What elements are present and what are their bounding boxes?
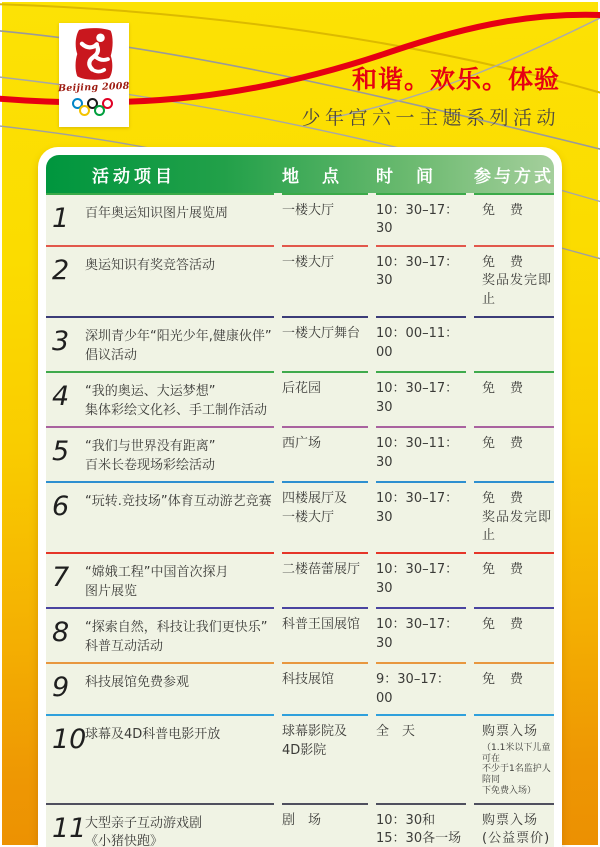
row-number: 9 — [52, 672, 70, 704]
olympic-rings-icon — [70, 97, 118, 119]
col-header-participation: 参与方式 — [474, 166, 554, 187]
time: 9：30–17：00 — [376, 662, 466, 714]
table-row — [46, 193, 554, 245]
activity-name: 球幕及4D科普电影开放 — [85, 727, 221, 743]
participation: 免 费 — [482, 436, 525, 452]
activity-name: “玩转.竞技场”体育互动游艺竞赛 — [85, 494, 272, 510]
table-row — [46, 371, 554, 426]
table-row — [46, 803, 554, 847]
location: 球幕影院及 4D影院 — [282, 714, 368, 802]
location: 二楼蓓蕾展厅 — [282, 552, 368, 607]
title-block — [301, 60, 560, 130]
participation-note: （1.1米以下儿童可在 不少于1名监护人陪同 下免费入场） — [482, 742, 551, 796]
col-header-activity: 活动项目 — [92, 166, 176, 187]
activity-name: 百年奥运知识图片展览周 — [85, 206, 229, 221]
poster-title: 和谐。欢乐。体验 — [351, 65, 560, 94]
time: 10：30–17：30 — [376, 193, 466, 245]
participation: 免 费 奖品发完即止 — [482, 491, 553, 543]
activity-name: 奥运知识有奖竞答活动 — [85, 258, 216, 273]
activity-name: 深圳青少年“阳光少年,健康伙伴” 倡议活动 — [85, 329, 272, 363]
col-header-time: 时 间 — [376, 166, 436, 187]
table-row — [46, 607, 554, 662]
table-row — [46, 481, 554, 552]
table-row — [46, 552, 554, 607]
dancing-beijing-seal-icon — [73, 28, 115, 80]
row-number: 3 — [52, 326, 70, 358]
location: 西广场 — [282, 426, 368, 481]
row-number: 6 — [52, 491, 70, 523]
time: 10：30–11：30 — [376, 426, 466, 481]
location: 后花园 — [282, 371, 368, 426]
participation: 免 费 — [482, 381, 525, 397]
time: 10：30–17：30 — [376, 245, 466, 316]
participation: 免 费 — [482, 562, 525, 578]
time: 10：30–17：30 — [376, 371, 466, 426]
participation: 免 费 — [482, 672, 525, 688]
table-header-row — [46, 155, 554, 193]
row-number: 7 — [52, 562, 70, 594]
activity-name: 科技展馆免费参观 — [85, 675, 190, 691]
activity-name: “我们与世界没有距离” 百米长卷现场彩绘活动 — [85, 439, 216, 473]
participation: 免 费 奖品发完即止 — [482, 255, 553, 307]
row-number: 11 — [52, 812, 87, 844]
row-number: 1 — [52, 203, 70, 234]
time: 10：00–11：00 — [376, 316, 466, 371]
table-row — [46, 316, 554, 371]
beijing-2008-logo — [59, 23, 129, 127]
poster-subtitle: 少年宫六一主题系列活动 — [301, 107, 560, 129]
row-number: 4 — [52, 381, 70, 413]
beijing-2008-wordmark: Beijing 2008 — [58, 80, 130, 95]
location: 一楼大厅 — [282, 193, 368, 245]
activity-name: 大型亲子互动游戏剧 《小猪快跑》 — [85, 815, 203, 847]
col-header-location: 地 点 — [282, 166, 342, 187]
participation: 免 费 — [482, 617, 525, 633]
location: 一楼大厅 — [282, 245, 368, 316]
table-row — [46, 245, 554, 316]
time: 全 天 — [376, 714, 466, 802]
time: 10：30和 15：30各一场 — [376, 803, 466, 847]
table-row — [46, 426, 554, 481]
time: 10：30–17：30 — [376, 481, 466, 552]
time: 10：30–17：30 — [376, 552, 466, 607]
participation: 免 费 — [482, 203, 525, 218]
location: 科普王国展馆 — [282, 607, 368, 662]
activity-table-body — [46, 193, 554, 847]
row-number: 10 — [52, 724, 87, 756]
participation: 购票入场 (公益票价) — [482, 812, 551, 847]
row-number: 2 — [52, 255, 70, 286]
time: 10：30–17：30 — [376, 607, 466, 662]
row-number: 5 — [52, 436, 70, 468]
activity-name: “嫦娥工程”中国首次探月 图片展览 — [85, 565, 229, 599]
participation: 购票入场 — [482, 724, 539, 740]
location: 科技展馆 — [282, 662, 368, 714]
location: 剧 场 — [282, 803, 368, 847]
table-row — [46, 662, 554, 714]
row-number: 8 — [52, 617, 70, 649]
table-row — [46, 714, 554, 802]
activity-name: “探索自然，科技让我们更快乐” 科普互动活动 — [85, 620, 268, 654]
location: 四楼展厅及 一楼大厅 — [282, 481, 368, 552]
activity-table — [38, 147, 562, 847]
activity-name: “我的奥运、大运梦想” 集体彩绘文化衫、手工制作活动 — [85, 384, 268, 418]
location: 一楼大厅舞台 — [282, 316, 368, 371]
